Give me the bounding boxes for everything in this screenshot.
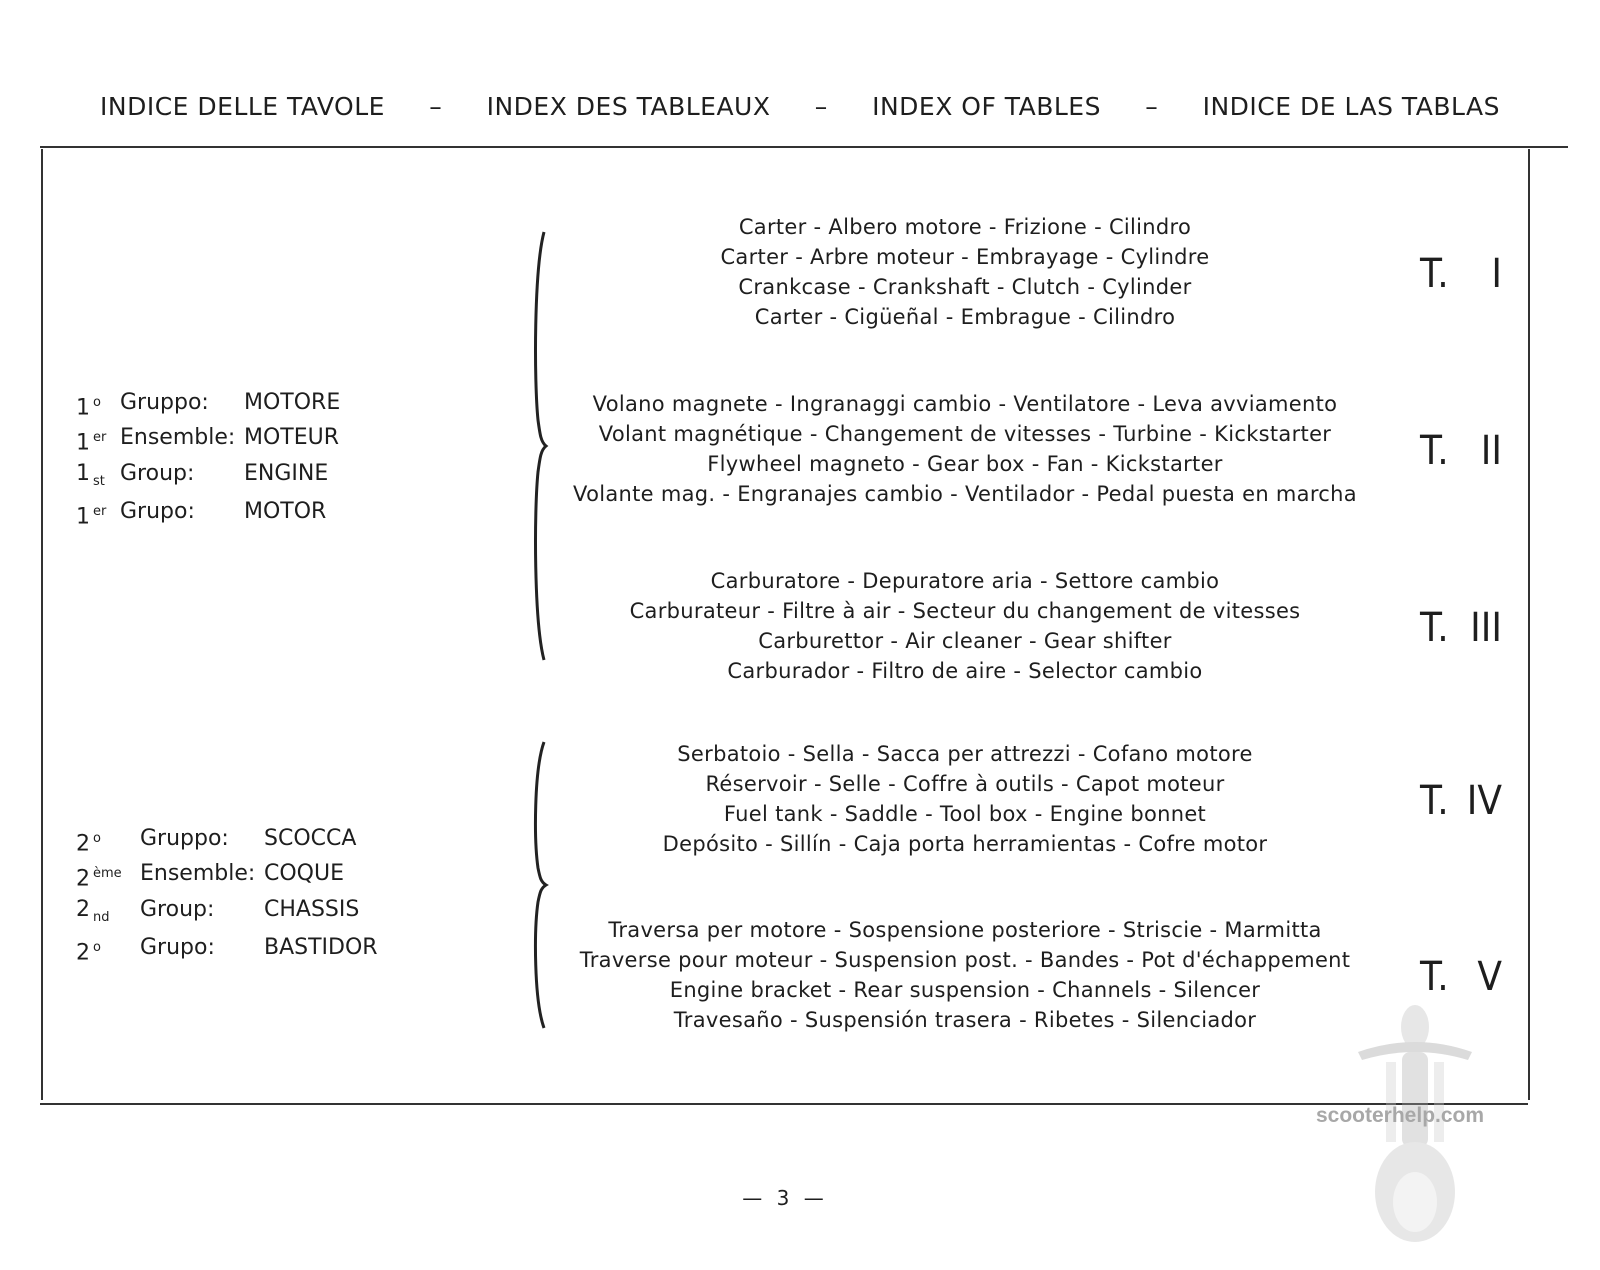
group-name: MOTOR bbox=[244, 499, 327, 525]
group-number: 1 $^{er}$ bbox=[76, 504, 107, 530]
group-row bbox=[76, 388, 340, 423]
header-rule bbox=[40, 146, 1568, 148]
table-code-2: T. II bbox=[1420, 428, 1502, 474]
table-line: Carburador - Filtro de aire - Selector cambio bbox=[727, 659, 1203, 683]
header-separator: – bbox=[1145, 92, 1159, 121]
table-line: Volant magnétique - Changement de vitesses - Turbine - Kickstarter bbox=[598, 422, 1332, 446]
group-name: MOTEUR bbox=[244, 425, 340, 451]
group-number: 2 $^{ème}$ bbox=[76, 866, 122, 892]
group-name: BASTIDOR bbox=[264, 935, 378, 961]
group-row bbox=[76, 497, 340, 532]
table-line: Serbatoio - Sella - Sacca per attrezzi - Cofano motore bbox=[677, 742, 1253, 766]
group-name: SCOCCA bbox=[264, 826, 357, 851]
header-separator: – bbox=[814, 92, 828, 121]
table-line: Volante mag. - Engranajes cambio - Ventilador - Pedal puesta en marcha bbox=[573, 482, 1357, 506]
table-line: Carburettor - Air cleaner - Gear shifter bbox=[758, 629, 1172, 653]
table-entry-3 bbox=[560, 566, 1370, 686]
watermark-text: scooterhelp.com bbox=[1316, 1104, 1485, 1127]
header-title-es: INDICE DE LAS TABLAS bbox=[1202, 92, 1500, 121]
group-label: Gruppo: bbox=[140, 826, 229, 851]
group-label: Grupo: bbox=[140, 935, 215, 961]
group-number: 1 $_{st}$ bbox=[76, 460, 105, 490]
table-line: Traversa per motore - Sospensione posteriore - Striscie - Marmitta bbox=[608, 918, 1322, 942]
brace-group-engine bbox=[528, 230, 552, 662]
group-row bbox=[76, 859, 378, 894]
table-line: Volano magnete - Ingranaggi cambio - Ventilatore - Leva avviamento bbox=[592, 392, 1338, 416]
table-line: Réservoir - Selle - Coffre à outils - Capot moteur bbox=[705, 772, 1225, 796]
table-line: Carter - Arbre moteur - Embrayage - Cylindre bbox=[720, 245, 1210, 269]
table-code-3: T. III bbox=[1420, 605, 1502, 651]
table-line: Travesaño - Suspensión trasera - Ribetes - Silenciador bbox=[673, 1008, 1257, 1032]
group-name: CHASSIS bbox=[264, 896, 360, 922]
table-entry-5 bbox=[560, 915, 1370, 1035]
group-row bbox=[76, 459, 340, 497]
page-header bbox=[100, 92, 1500, 121]
table-line: Carter - Cigüeñal - Embrague - Cilindro bbox=[754, 305, 1176, 329]
table-line: Crankcase - Crankshaft - Clutch - Cylinder bbox=[738, 275, 1192, 299]
header-separator: – bbox=[429, 92, 443, 121]
group-number: 1 $^{er}$ bbox=[76, 430, 107, 456]
group-row bbox=[76, 423, 340, 458]
table-code-1: T. I bbox=[1420, 251, 1502, 297]
header-title-it: INDICE DELLE TAVOLE bbox=[100, 92, 385, 121]
table-line: Carburateur - Filtre à air - Secteur du changement de vitesses bbox=[629, 599, 1301, 623]
group-row bbox=[76, 895, 378, 933]
footer-rule bbox=[40, 1103, 1528, 1105]
group-number: 2 $^o$ bbox=[76, 831, 101, 857]
table-line: Traverse pour moteur - Suspension post. - Bandes - Pot d'échappement bbox=[579, 948, 1351, 972]
group-number: 2 $^o$ bbox=[76, 940, 101, 966]
group-label: Grupo: bbox=[120, 499, 195, 525]
group-label: Ensemble: bbox=[140, 861, 256, 887]
group-row bbox=[76, 933, 378, 968]
table-line: Carburatore - Depuratore aria - Settore cambio bbox=[710, 569, 1220, 593]
group-engine bbox=[76, 388, 340, 532]
table-entry-2 bbox=[560, 389, 1370, 509]
header-title-en: INDEX OF TABLES bbox=[872, 92, 1101, 121]
group-label: Gruppo: bbox=[120, 390, 209, 415]
group-label: Group: bbox=[140, 896, 215, 922]
group-name: MOTORE bbox=[244, 390, 341, 415]
table-entry-1 bbox=[560, 212, 1370, 332]
group-label: Ensemble: bbox=[120, 425, 236, 451]
table-entry-4 bbox=[560, 739, 1370, 859]
header-title-fr: INDEX DES TABLEAUX bbox=[486, 92, 771, 121]
group-name: COQUE bbox=[264, 861, 344, 887]
group-label: Group: bbox=[120, 460, 195, 486]
group-chassis bbox=[76, 824, 378, 968]
group-number: 2 $_{nd}$ bbox=[76, 896, 110, 926]
group-number: 1 $^o$ bbox=[76, 395, 101, 421]
table-line: Flywheel magneto - Gear box - Fan - Kickstarter bbox=[707, 452, 1223, 476]
table-line: Engine bracket - Rear suspension - Channels - Silencer bbox=[669, 978, 1261, 1002]
table-line: Depósito - Sillín - Caja porta herramientas - Cofre motor bbox=[662, 832, 1268, 856]
table-code-5: T. V bbox=[1420, 954, 1502, 1000]
page-number: — 3 — bbox=[742, 1186, 828, 1210]
table-line: Carter - Albero motore - Frizione - Cilindro bbox=[738, 215, 1192, 239]
group-row bbox=[76, 824, 378, 859]
table-line: Fuel tank - Saddle - Tool box - Engine bonnet bbox=[723, 802, 1207, 826]
brace-group-chassis bbox=[528, 740, 552, 1030]
table-code-4: T. IV bbox=[1420, 778, 1502, 824]
group-name: ENGINE bbox=[244, 460, 329, 486]
